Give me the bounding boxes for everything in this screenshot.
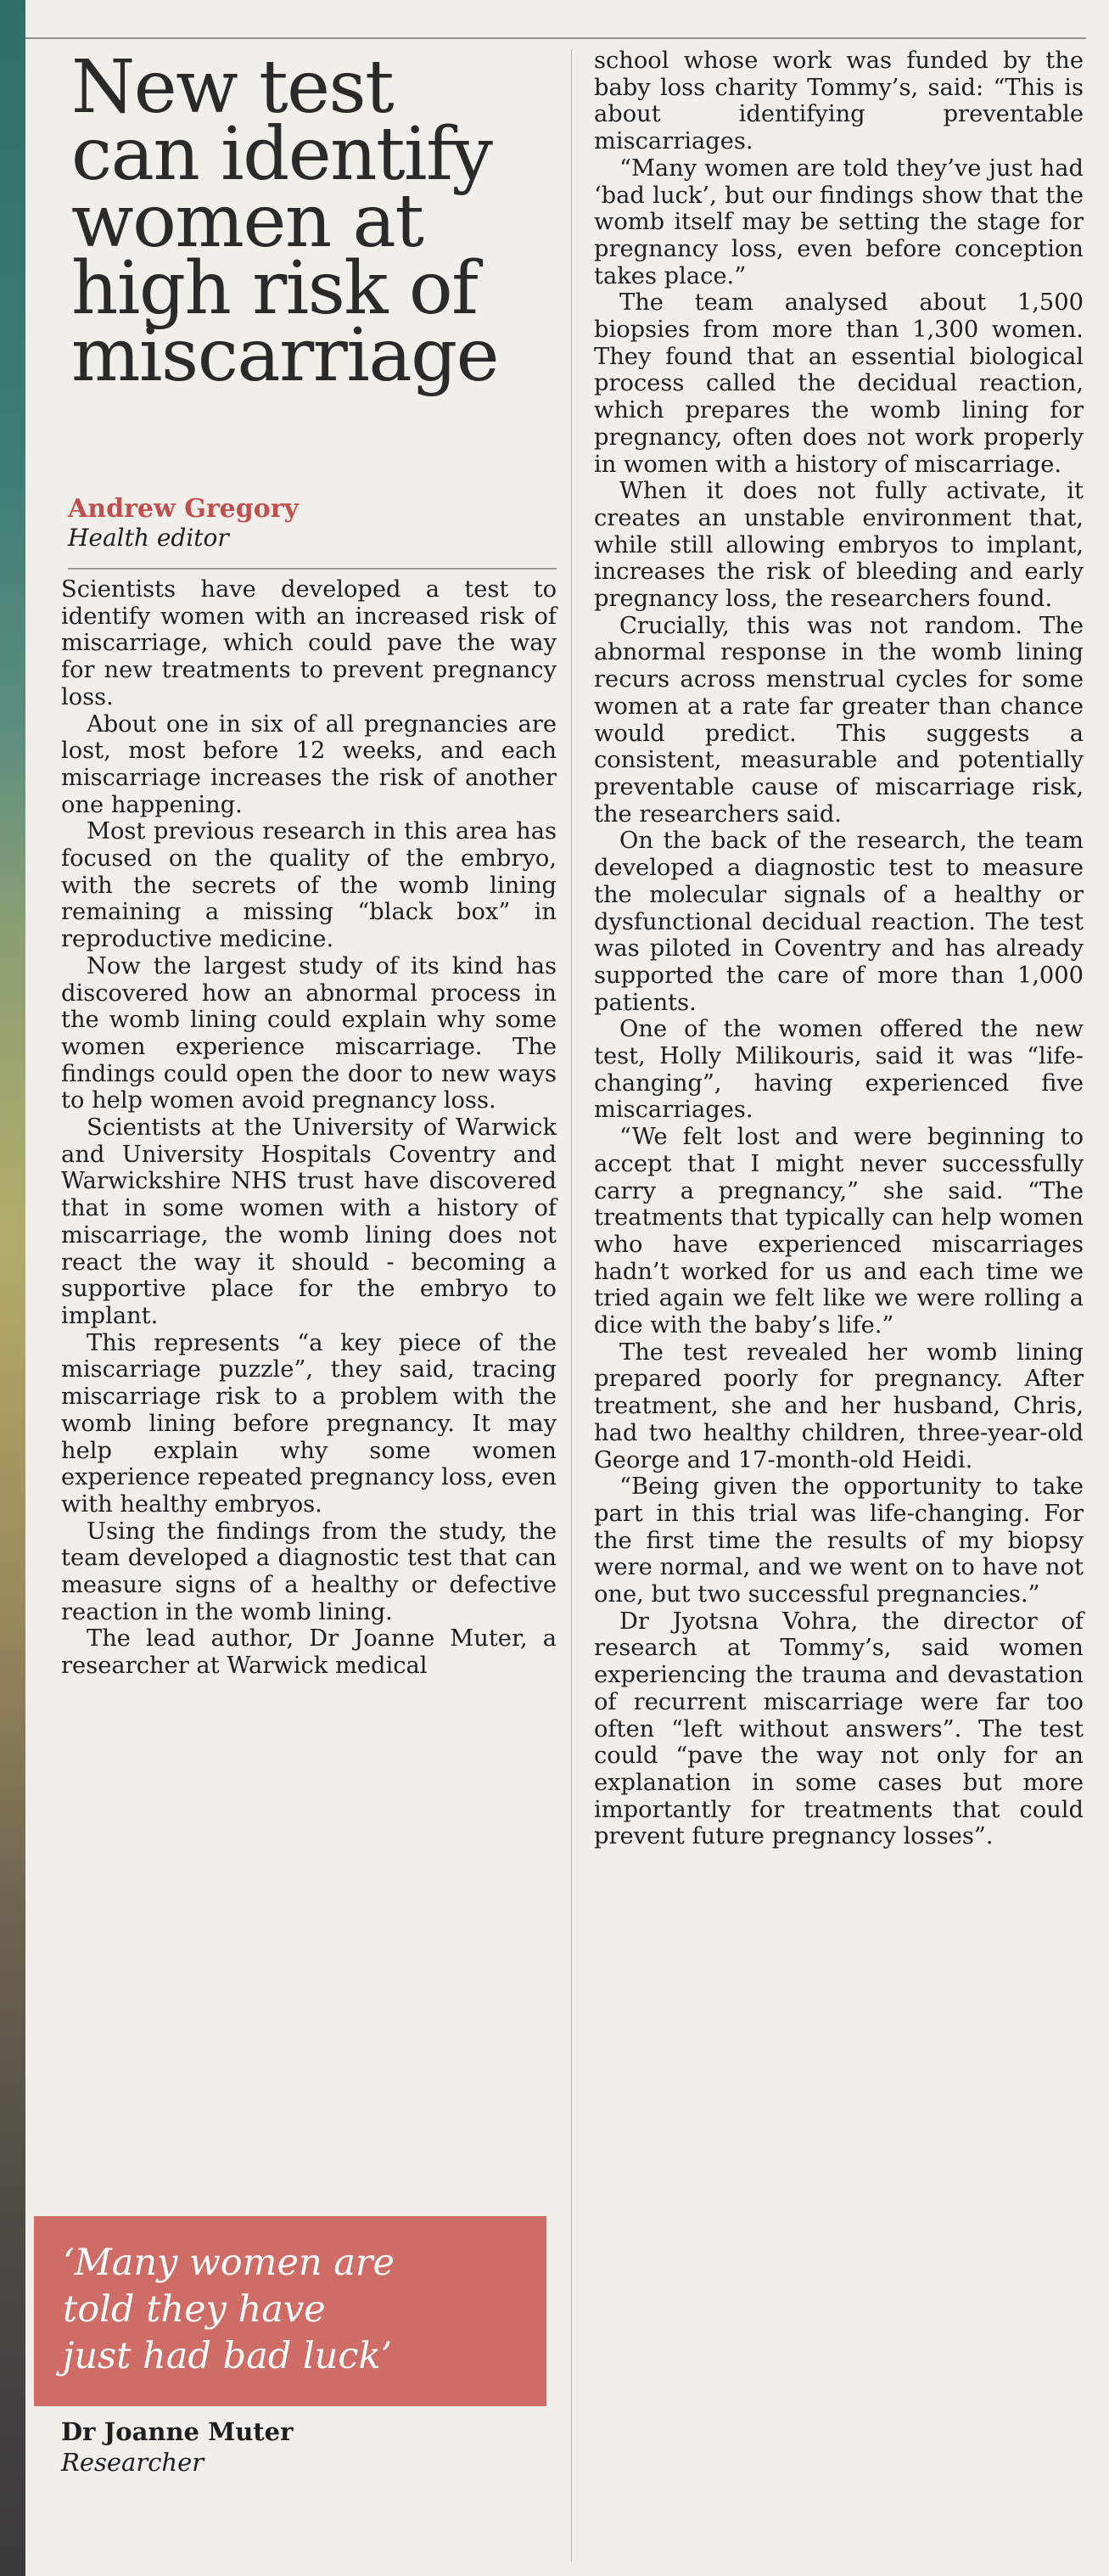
article-paragraph: Scientists at the University of Warwick and University Hospitals Coventry and Warwickshire NHS trust have discovered that in some women with a history of miscarriage, the womb lining does not react the way it should - becoming a supportive place for the embryo to implant. xyxy=(61,1114,557,1329)
quote-source-name: Dr Joanne Muter xyxy=(61,2417,294,2446)
article-paragraph: Now the largest study of its kind has discovered how an abnormal process in the womb lining could explain why some women experience miscarriage. The findings could open the door to new ways to help women avoid pregnancy loss. xyxy=(61,952,557,1114)
article-paragraph: One of the women offered the new test, Holly Milikouris, said it was “life-changing”, having experienced five miscarriages. xyxy=(594,1016,1084,1124)
headline-line: miscarriage xyxy=(71,313,499,398)
headline-line: women at xyxy=(71,179,423,264)
article-paragraph: When it does not fully activate, it creates an unstable environment that, while still allowing embryos to implant, increases the risk of bleeding and early pregnancy loss, the researchers found. xyxy=(594,478,1084,613)
quote-source-role: Researcher xyxy=(61,2448,204,2477)
author-name: Andrew Gregory xyxy=(68,494,299,524)
article-paragraph: “Many women are told they’ve just had ‘bad luck’, but our findings show that the womb itself may be setting the stage for pregnancy loss, even before conception takes place.” xyxy=(594,154,1084,289)
article-paragraph: On the back of the research, the team developed a diagnostic test to measure the molecular signals of a healthy or dysfunctional decidual reaction. The test was piloted in Coventry and has already supported the care of more than 1,000 patients. xyxy=(594,828,1084,1016)
article-paragraph: Crucially, this was not random. The abnormal response in the womb lining recurs across menstrual cycles for some women at a rate far greater than chance would predict. This suggests a consistent, measurable and potentially preventable cause of miscarriage risk, the researchers said. xyxy=(594,612,1084,828)
article-body-left xyxy=(61,576,557,1680)
headline-line: high risk of xyxy=(71,246,478,331)
article-paragraph: The test revealed her womb lining prepared poorly for pregnancy. After treatment, she and her husband, Chris, had two healthy children, three-year-old George and 17-month-old Heidi. xyxy=(594,1339,1084,1473)
pull-quote-attribution xyxy=(61,2416,293,2478)
article-paragraph: About one in six of all pregnancies are lost, most before 12 weeks, and each miscarriage increases the risk of another one happening. xyxy=(61,710,557,818)
pull-quote xyxy=(34,2216,546,2406)
top-rule xyxy=(25,37,1086,39)
article-paragraph: The team analysed about 1,500 biopsies from more than 1,300 women. They found that an essential biological process called the decidual reaction, which prepares the womb lining for pregnancy, often does not work properly in women with a history of miscarriage. xyxy=(594,289,1084,478)
byline-divider xyxy=(68,568,557,570)
pull-quote-line: just had bad luck’ xyxy=(63,2335,393,2377)
headline-line: can identify xyxy=(71,112,492,197)
article-body-right xyxy=(594,48,1084,1850)
article-paragraph: “We felt lost and were beginning to accept that I might never successfully carry a pregnancy,” she said. “The treatments that typically can help women who have experienced miscarriages hadn’t worked for us and each time we tried again we felt like we were rolling a dice with the baby’s life.” xyxy=(594,1124,1084,1339)
pull-quote-line: ‘Many women are xyxy=(63,2242,395,2284)
article-paragraph: school whose work was funded by the baby loss charity Tommy’s, said: “This is about identifying preventable miscarriages. xyxy=(594,48,1084,155)
article-paragraph: “Being given the opportunity to take part in this trial was life-changing. For the first time the results of my biopsy were normal, and we went on to have not one, but two successful pregnancies.” xyxy=(594,1473,1084,1608)
adjacent-page-edge xyxy=(0,0,25,2576)
article-paragraph: Dr Jyotsna Vohra, the director of research at Tommy’s, said women experiencing the trauma and devastation of recurrent miscarriage were far too often “left without answers”. The test could “pave the way not only for an explanation in some cases but more importantly for treatments that could prevent future pregnancy losses”. xyxy=(594,1608,1084,1850)
pull-quote-line: told they have xyxy=(63,2288,326,2331)
right-column xyxy=(594,48,1084,1850)
article-paragraph: Scientists have developed a test to identify women with an increased risk of miscarriage, which could pave the way for new treatments to prevent pregnancy loss. xyxy=(61,576,557,710)
article-paragraph: The lead author, Dr Joanne Muter, a researcher at Warwick medical xyxy=(61,1625,557,1680)
headline xyxy=(71,45,557,398)
left-column xyxy=(61,42,557,1680)
column-divider xyxy=(571,49,572,2562)
byline xyxy=(68,495,557,553)
headline-line: New test xyxy=(71,45,394,130)
author-role: Health editor xyxy=(68,524,229,552)
article-paragraph: Most previous research in this area has focused on the quality of the embryo, with the secrets of the womb lining remaining a missing “black box” in reproductive medicine. xyxy=(61,818,557,953)
article-paragraph: This represents “a key piece of the miscarriage puzzle”, they said, tracing miscarriage risk to a problem with the womb lining before pregnancy. It may help explain why some women experience repeated pregnancy loss, even with healthy embryos. xyxy=(61,1329,557,1518)
article-paragraph: Using the findings from the study, the team developed a diagnostic test that can measure signs of a healthy or defective reaction in the womb lining. xyxy=(61,1518,557,1625)
